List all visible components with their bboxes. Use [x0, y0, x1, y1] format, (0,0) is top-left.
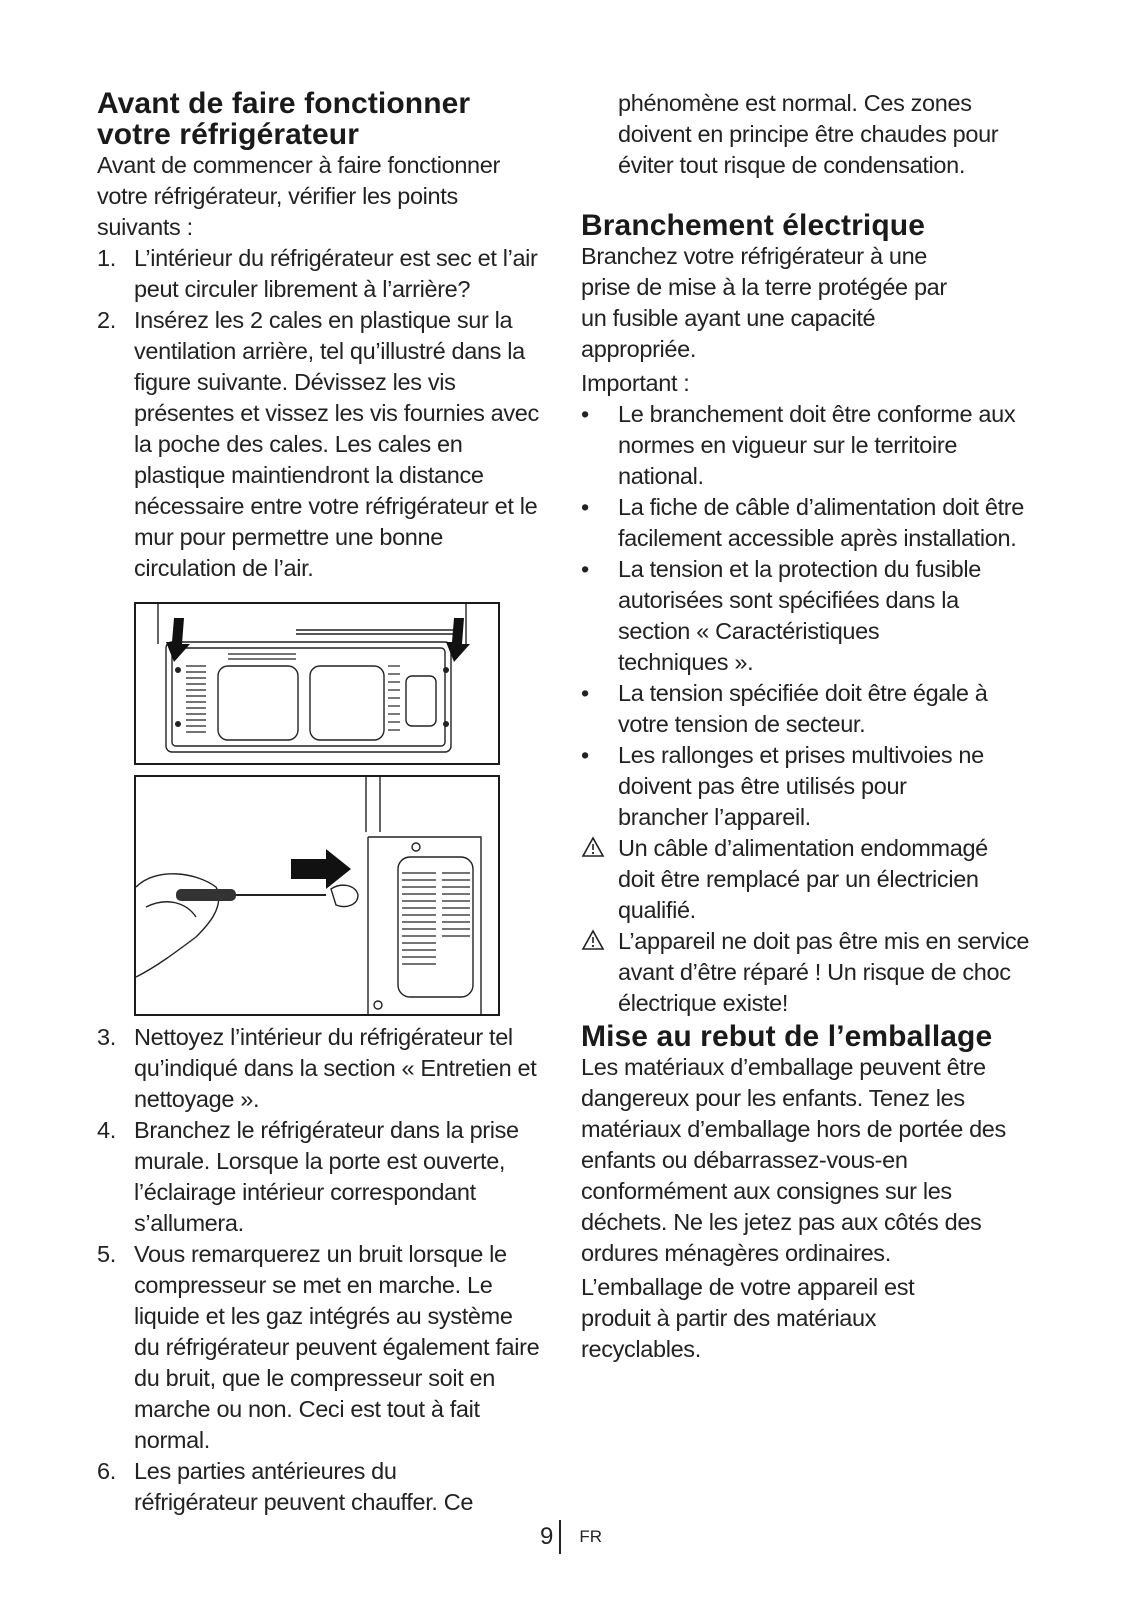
step-text: Vous remarquerez un bruit lorsque le compresseur se met en marche. Le liquide et les gaz intégrés au système du réfrigérateur peuvent également faire du bruit, que le compresseur soit en marche ou non. Ceci est tout à fait normal. [134, 1241, 540, 1453]
list-item [581, 492, 1041, 554]
figure-screwdriver [134, 775, 500, 1016]
list-item [581, 833, 1041, 926]
language-code: FR [579, 1527, 603, 1546]
step-text: Insérez les 2 cales en plastique sur la ventilation arrière, tel qu’illustré dans la figure suivante. Dévissez les vis présentes et vissez les vis fournies avec la poche des cales. Les cales en plastique maintiendront la distance nécessaire entre votre réfrigérateur et le mur pour permettre une bonne circulation de l’air. [134, 307, 539, 581]
figure-rear-spacers [134, 602, 500, 765]
step-number: 2. [97, 307, 116, 333]
packaging-paragraph: Les matériaux d’emballage peuvent être dangereux pour les enfants. Tenez les matériaux d’emballage hors de portée des enfants ou débarrassez-vous-en conformément aux consignes sur les déchets. Ne les jetez pas aux côtés des ordures ménagères ordinaires. [581, 1054, 1006, 1266]
steps-list-a [97, 243, 552, 584]
bullet-icon: • [581, 494, 589, 520]
section-title-packaging: Mise au rebut de l’emballage [581, 1020, 993, 1053]
list-item [581, 740, 1041, 833]
section-title-before-use: Avant de faire fonctionner votre réfrigérateur [97, 87, 471, 151]
bullet-icon: • [581, 556, 589, 582]
warning-icon [581, 833, 618, 926]
list-item [97, 1456, 552, 1518]
arrow-down-icon [166, 618, 190, 662]
list-item [97, 243, 552, 305]
list-item [581, 554, 1041, 678]
list-item [581, 399, 1041, 492]
intro-paragraph: Avant de commencer à faire fonctionner votre réfrigérateur, vérifier les points suivants : [97, 152, 500, 240]
important-label: Important : [581, 370, 690, 396]
continued-paragraph: phénomène est normal. Ces zones doivent en principe être chaudes pour éviter tout risque de condensation. [618, 90, 999, 178]
step-number: 5. [97, 1241, 116, 1267]
list-item [97, 1115, 552, 1239]
step-text: L’intérieur du réfrigérateur est sec et l’air peut circuler librement à l’arrière? [134, 245, 538, 302]
warning-text: Un câble d’alimentation endommagé doit être remplacé par un électricien qualifié. [618, 835, 988, 923]
step-number: 4. [97, 1117, 116, 1143]
step-text: Nettoyez l’intérieur du réfrigérateur tel qu’indiqué dans la section « Entretien et nettoyage ». [134, 1024, 537, 1112]
electrical-bullets [581, 399, 1041, 1019]
list-item [581, 678, 1041, 740]
step-number: 3. [97, 1024, 116, 1050]
left-column [97, 88, 552, 1518]
warning-text: L’appareil ne doit pas être mis en service avant d’être réparé ! Un risque de choc électrique existe! [618, 928, 1030, 1016]
right-column [581, 88, 1041, 1365]
list-item [97, 305, 552, 584]
footer-divider [559, 1520, 561, 1554]
warning-icon [581, 926, 618, 1019]
step-text: Branchez le réfrigérateur dans la prise murale. Lorsque la porte est ouverte, l’éclairage intérieur correspondant s’allumera. [134, 1117, 519, 1236]
bullet-text: La tension et la protection du fusible autorisées sont spécifiées dans la section « Caractéristiques techniques ». [618, 556, 981, 675]
bullet-icon: • [581, 742, 589, 768]
steps-list-b [97, 1022, 552, 1518]
page-footer [540, 1520, 602, 1554]
packaging-paragraph-2: L’emballage de votre appareil est produit à partir des matériaux recyclables. [581, 1274, 915, 1362]
list-item [97, 1239, 552, 1456]
screwdriver-icon [176, 889, 326, 901]
step-text: Les parties antérieures du réfrigérateur peuvent chauffer. Ce [134, 1458, 474, 1515]
section-title-electrical: Branchement électrique [581, 209, 925, 242]
list-item [97, 1022, 552, 1115]
list-item [581, 926, 1041, 1019]
bullet-text: Les rallonges et prises multivoies ne doivent pas être utilisés pour brancher l’appareil. [618, 742, 984, 830]
step-number: 1. [97, 245, 116, 271]
screwdriver-illustration [136, 777, 498, 1014]
electrical-intro: Branchez votre réfrigérateur à une prise de mise à la terre protégée par un fusible ayant une capacité appropriée. [581, 243, 947, 362]
page-number: 9 [540, 1523, 554, 1550]
arrow-right-icon [291, 849, 351, 889]
bullet-icon: • [581, 401, 589, 427]
bullet-text: La fiche de câble d’alimentation doit être facilement accessible après installation. [618, 494, 1024, 551]
bullet-text: La tension spécifiée doit être égale à votre tension de secteur. [618, 680, 988, 737]
rear-panel-illustration [136, 604, 498, 763]
bullet-icon: • [581, 680, 589, 706]
bullet-text: Le branchement doit être conforme aux normes en vigueur sur le territoire national. [618, 401, 1016, 489]
step-number: 6. [97, 1458, 116, 1484]
